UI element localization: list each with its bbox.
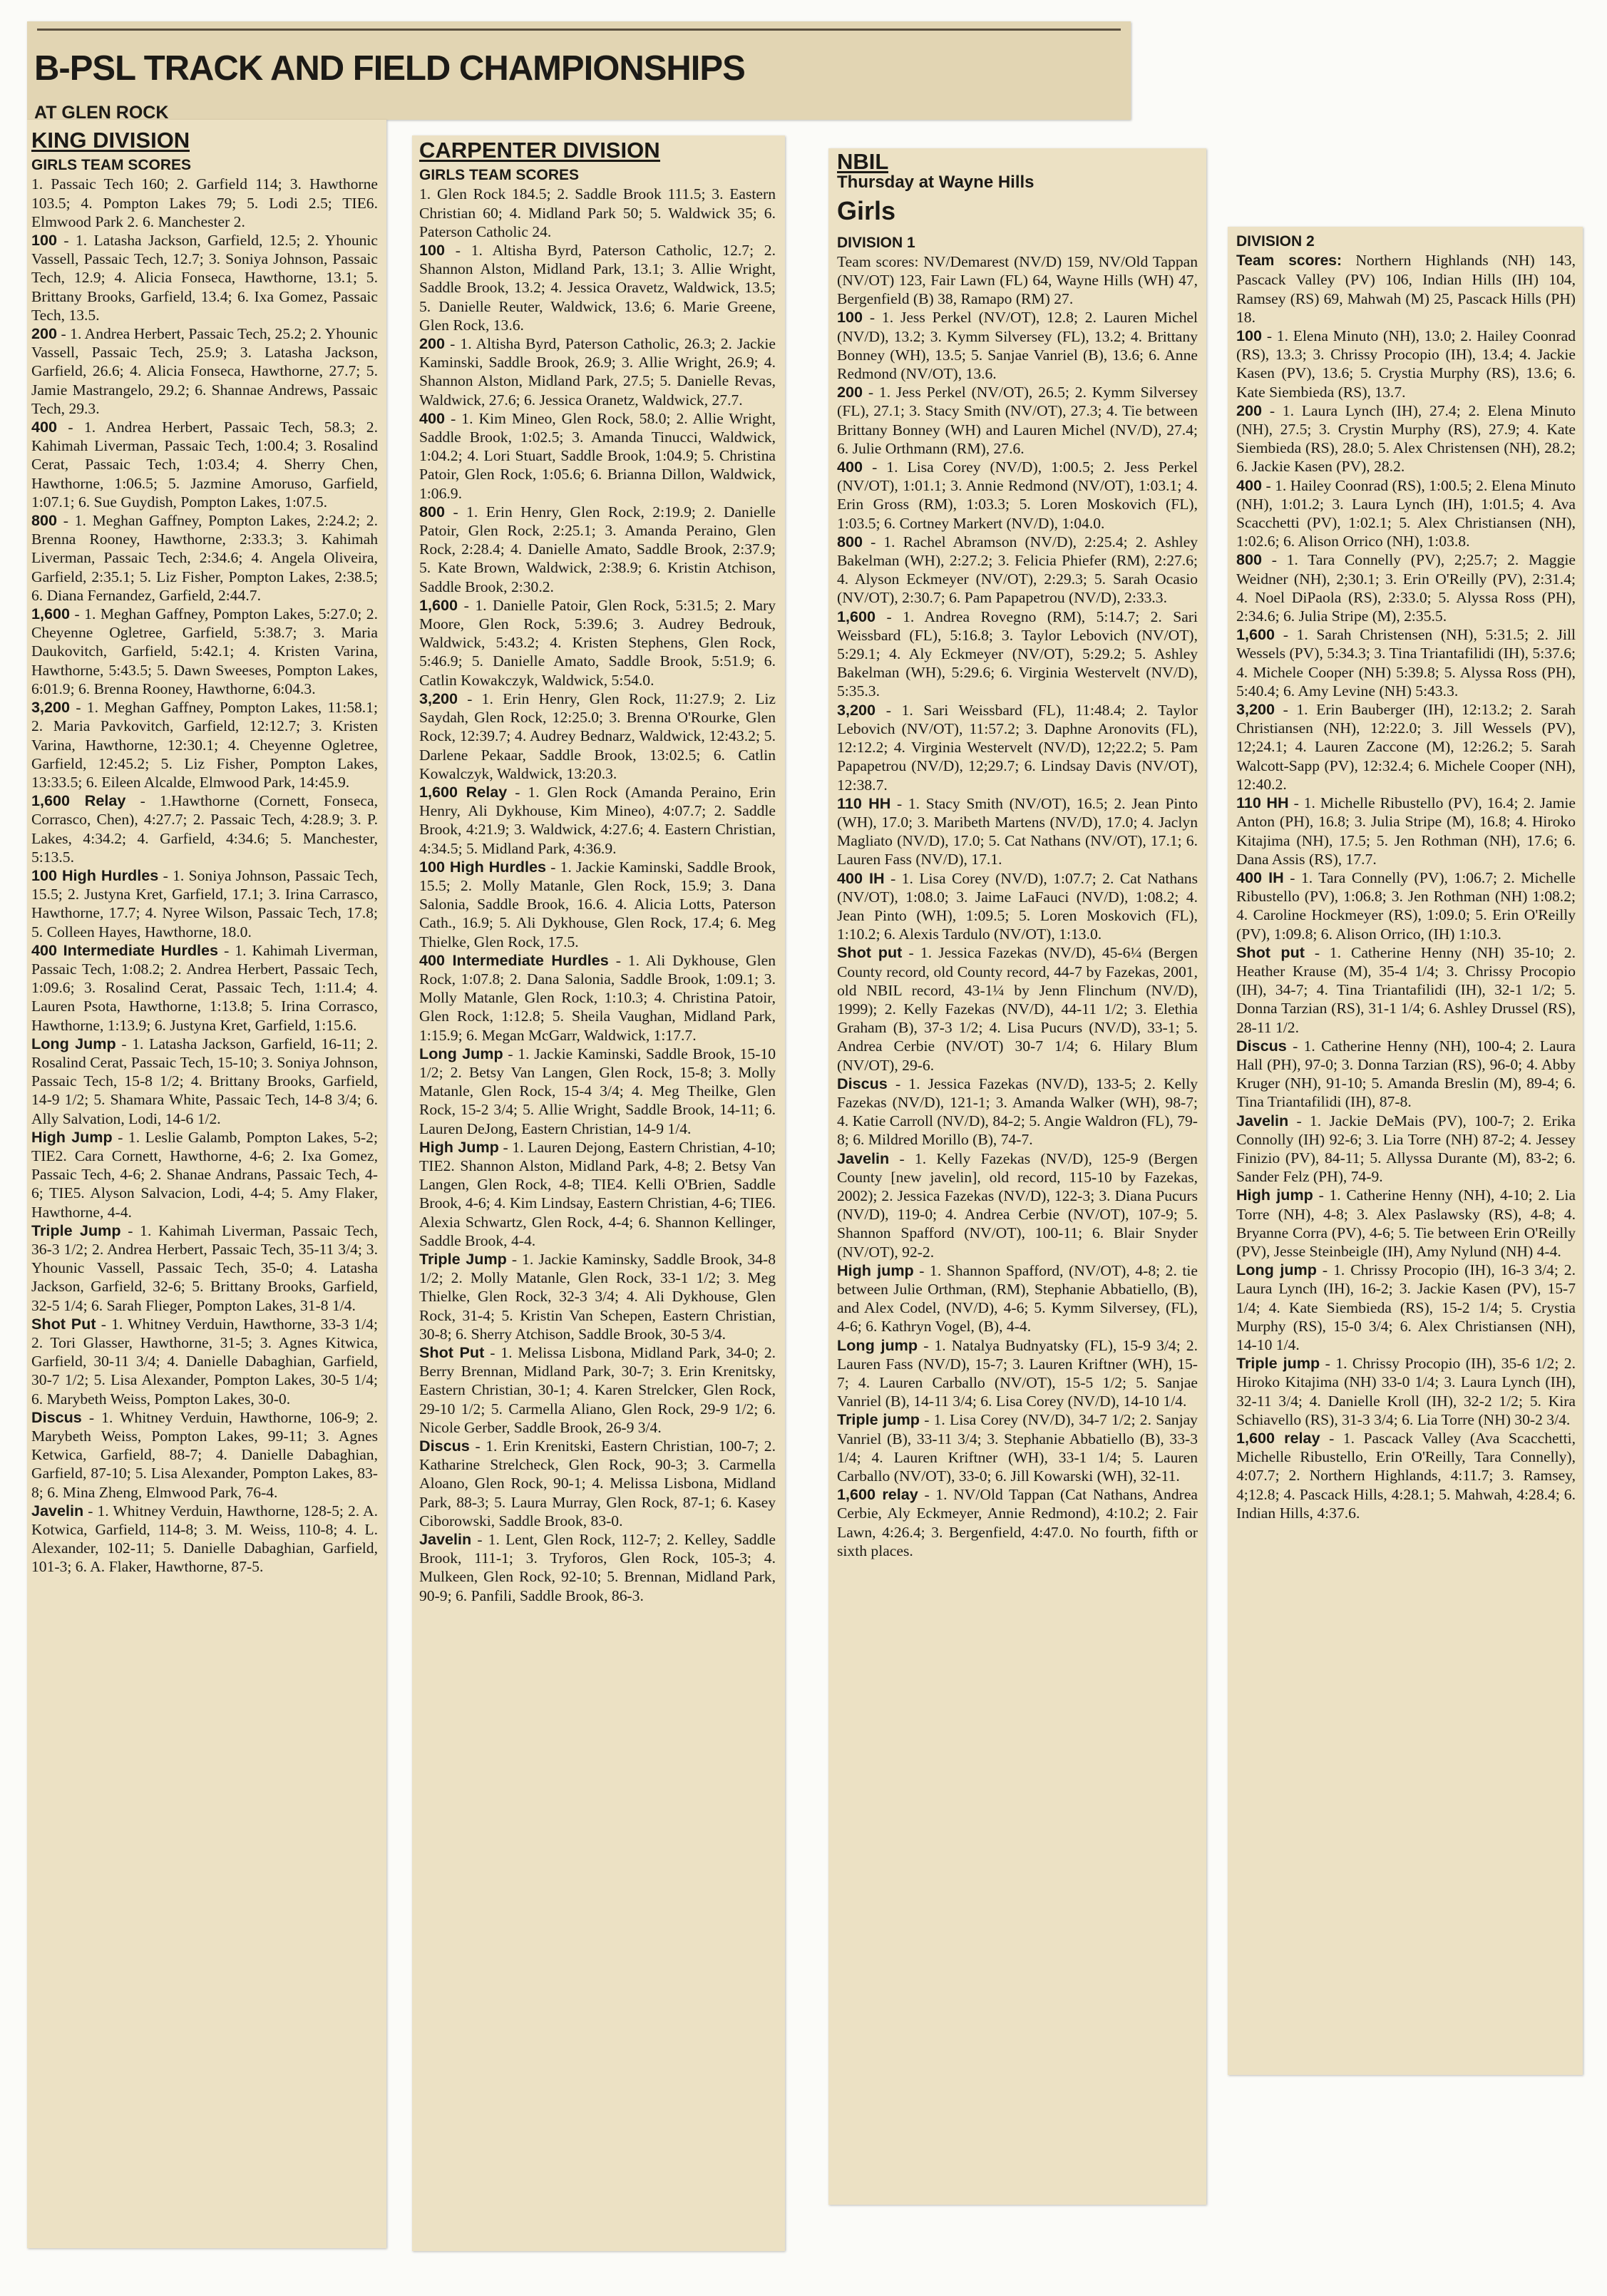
event-result: [837, 869, 1198, 944]
event-name: Triple Jump: [419, 1249, 507, 1268]
event-text: - 1. Michelle Ribustello (PV), 16.4; 2. Jamie Anton (PH), 16.8; 3. Julia Stripe (M), 16.8; 4. Hiroko Kitajima (NH), 17.5; 5. Jen Rothman (NH), 17.6; 6. Dana Assis (RS), 17.7.: [1236, 794, 1576, 868]
king-division-title: KING DIVISION: [31, 131, 190, 153]
event-text: - 1. Jackie Kaminsky, Saddle Brook, 34-8 1/2; 2. Molly Matanle, Glen Rock, 33-1 1/2; 3. Meg Thielke, Glen Rock, 32-3 3/4; 4. Ali Dykhouse, Glen Rock, 31-4; 5. Kristin Van Schepen, Eastern Christian, 30-8; 6. Sherry Atchison, Saddle Brook, 30-5 3/4.: [419, 1250, 776, 1343]
event-text: - 1. Chrissy Procopio (IH), 16-3 3/4; 2. Laura Lynch (IH), 16-2; 3. Jackie Kasen (PV), 15-7 1/4; 4. Kate Siembieda (RS), 15-2 1/4; 5. Crystia Murphy (RS), 15-0 3/4; 6. Alex Christiansen (NH), 14-10 1/4.: [1236, 1261, 1576, 1353]
event-name: 200: [31, 324, 58, 343]
event-name: High jump: [837, 1261, 914, 1279]
event-name: Triple jump: [837, 1410, 920, 1429]
nbil-div2-team-label: Team scores:: [1236, 252, 1342, 270]
headline: B-PSL TRACK AND FIELD CHAMPIONSHIPS: [34, 49, 745, 88]
event-result: [419, 409, 776, 503]
event-text: - 1. Natalya Budnyatsky (FL), 15-9 3/4; 2. Lauren Fass (NV/D), 15-7; 3. Lauren Kriftner (WH), 15-7; 4. Lauren Carballo (NV/OT), 15-5 1/2; 5. Sanjae Vanriel (B), 14-11 3/4; 6. Lisa Corey (NV/D), 14-10 1/4.: [837, 1336, 1198, 1410]
event-text: - 1. Danielle Patoir, Glen Rock, 5:31.5; 2. Mary Moore, Glen Rock, 5:39.6; 3. Audrey Bedrouk, Waldwick, 5:43.2; 4. Kristen Stephens, Glen Rock, 5:46.9; 5. Danielle Amato, Saddle Brook, 5:51.9; 6. Catlin Kowakczyk, Waldwick, 5:54.0.: [419, 596, 776, 689]
nbil-div2-clipping: [1228, 227, 1583, 2075]
event-text: - 1. Tara Connelly (PV), 1:06.7; 2. Michelle Ribustello (PV), 1:06.8; 3. Jen Rothman (NH) 1:08.2; 4. Caroline Hockmeyer (RS), 1:09.0; 5. Erin O'Reilly (PV), 1:09.8; 6. Alison Orrico, (IH) 1:10.3.: [1236, 868, 1576, 943]
event-name: High Jump: [419, 1137, 499, 1156]
event-result: [419, 596, 776, 690]
event-name: 110 HH: [1236, 794, 1289, 812]
carpenter-team-scores: 1. Glen Rock 184.5; 2. Saddle Brook 111.5; 3. Eastern Christian 60; 4. Midland Park 50; 5. Waldwick 35; 6. Paterson Catholic 24.: [419, 185, 776, 240]
event-result: [419, 951, 776, 1045]
event-result: [837, 701, 1198, 794]
event-name: Discus: [419, 1437, 470, 1455]
event-text: - 1. Catherine Henny (NH), 4-10; 2. Lia Torre (NH), 4-8; 3. Alex Paslawsky (RS), 4-8; 4. Bryanne Corra (PV), 4-6; 5. Tie between Erin O'Reilly (PV), Jesse Steinbeigle (IH), Amy Nylund (NH) 4-4.: [1236, 1187, 1576, 1260]
event-result: [419, 1138, 776, 1250]
event-name: 800: [419, 502, 446, 521]
event-result: [837, 1410, 1198, 1485]
event-name: Triple jump: [1236, 1354, 1320, 1373]
event-text: - 1. Whitney Verduin, Hawthorne, 128-5; 2. A. Kotwica, Garfield, 114-8; 3. M. Weiss, 110-8; 4. L. Alexander, 102-11; 5. Danielle Dabaghian, Garfield, 101-3; 6. A. Flaker, Hawthorne, 87-5.: [31, 1502, 378, 1576]
nbil-div1-label: DIVISION 1: [837, 234, 915, 251]
event-text: - 1. Jackie Kaminski, Saddle Brook, 15.5; 2. Molly Matanle, Glen Rock, 15.9; 3. Dana Salonia, Saddle Brook, 16.6. 4. Alicia Lotts, Paterson Cath., 16.9; 5. Ali Dykhouse, Glen Rock, 17.4; 6. Meg Thielke, Glen Rock, 17.5.: [419, 858, 776, 950]
event-result: [1236, 1112, 1576, 1187]
event-name: 400 IH: [1236, 868, 1284, 886]
event-name: 1,600: [837, 607, 876, 625]
nbil-title: NBIL: [837, 153, 889, 174]
event-result: [1236, 1354, 1576, 1429]
event-text: - 1. Sari Weissbard (FL), 11:48.4; 2. Taylor Lebovich (NV/OT), 11:57.2; 3. Daphne Aronovits (FL), 12:12.2; 4. Virginia Westervelt (NV/D), 12;22.2; 5. Pam Papapetrou (NV/D), 12;29.7; 6. Lindsay Davis (NV/OT), 12:38.7.: [837, 701, 1198, 794]
event-result: [31, 231, 378, 324]
event-result: [419, 690, 776, 783]
event-text: - 1. Jess Perkel (NV/OT), 12.8; 2. Lauren Michel (NV/D), 13.2; 3. Kymm Silversey (FL), 13.2; 4. Brittany Bonney (WH), 13.5; 5. Sanjae Vanriel (B), 13.6; 6. Anne Redmond (NV/OT), 13.6.: [837, 309, 1198, 383]
event-name: Discus: [837, 1074, 888, 1092]
event-result: [837, 794, 1198, 869]
event-result: [837, 533, 1198, 608]
event-result: [837, 1485, 1198, 1560]
event-text: - 1. Andrea Herbert, Passaic Tech, 58.3; 2. Kahimah Liverman, Passaic Tech, 1:00.4; 3. Rosalind Cerat, Passaic Tech, 1:03.4; 4. Sherry Chen, Hawthorne, 1:06.5; 5. Jazmine Amoruso, Garfield, 1:07.1; 6. Sue Guydish, Pompton Lakes, 1:07.5.: [31, 419, 378, 511]
event-name: High jump: [1236, 1186, 1313, 1204]
event-text: - 1. Latasha Jackson, Garfield, 12.5; 2. Yhounic Vassell, Passaic Tech, 12.7; 3. Soniya Johnson, Passaic Tech, 12.9; 4. Alicia Fonseca, Hawthorne, 13.1; 5. Brittany Brooks, Garfield, 13.4; 6. Ixa Gomez, Passaic Tech, 13.5.: [31, 232, 378, 324]
event-result: [837, 458, 1198, 533]
event-result: [1236, 1186, 1576, 1261]
event-text: - 1. Jessica Fazekas (NV/D), 45-6¼ (Bergen County record, old County record, 44-7 by Fazekas, 2001, old NBIL record, 43-1¼ by Jenn Flinchum (NV/D), 1999); 2. Kelly Fazekas (NV/D), 44-11 1/2; 3. Elethia Graham (B), 37-3 1/2; 4. Lisa Pucurs (NV/D), 33-1; 5. Andrea Cerbie (NV/OT) 30-7 1/4; 6. Hilary Blum (NV/OT), 29-6.: [837, 944, 1198, 1074]
event-text: - 1. Hailey Coonrad (RS), 1:00.5; 2. Elena Minuto (NH), 1:01.2; 3. Laura Lynch (IH), 1:01.5; 4. Ava Scacchetti (PV), 1:02.1; 5. Alex Christiansen (NH), 1:02.6; 6. Alison Orrico (NH), 1:03.8.: [1236, 476, 1576, 550]
event-text: - 1. Kahimah Liverman, Passaic Tech, 36-3 1/2; 2. Andrea Herbert, Passaic Tech, 35-11 3/4; 3. Yhounic Vassell, Passaic Tech, 35-0; 4. Latasha Jackson, Garfield, 32-6; 5. Brittany Brooks, Garfield, 32-5 1/4; 6. Sarah Flieger, Pompton Lakes, 31-8 1/4.: [31, 1221, 378, 1314]
event-name: 3,200: [837, 700, 876, 719]
event-result: [31, 1315, 378, 1408]
event-name: 1,600: [31, 605, 71, 623]
event-name: Shot Put: [31, 1314, 96, 1333]
event-result: [31, 1502, 378, 1577]
event-result: [837, 308, 1198, 383]
event-result: [31, 791, 378, 866]
event-result: [1236, 794, 1576, 868]
event-result: [1236, 1429, 1576, 1522]
king-team-scores: 1. Passaic Tech 160; 2. Garfield 114; 3. Hawthorne 103.5; 4. Pompton Lakes 79; 5. Lodi 2.5; TIE6. Elmwood Park 2. 6. Manchester 2.: [31, 175, 378, 230]
event-text: - 1. Meghan Gaffney, Pompton Lakes, 2:24.2; 2. Brenna Rooney, Hawthorne, 2:33.3; 3. Kahimah Liverman, Passaic Tech, 2:34.6; 4. Angela Oliveira, Garfield, 2:35.1; 5. Liz Fisher, Pompton Lakes, 2:38.5; 6. Diana Fernandez, Garfield, 2:44.7.: [31, 512, 378, 604]
event-name: 800: [1236, 550, 1263, 569]
carpenter-clipping: [412, 135, 785, 2251]
event-result: [31, 605, 378, 698]
event-text: - 1. Meghan Gaffney, Pompton Lakes, 11:58.1; 2. Maria Pavkovitch, Garfield, 12:12.7; 3. Kristen Varina, Hawthorne, 12:30.1; 4. Cheyenne Ogletree, Garfield, 12:45.2; 5. Liz Fisher, Pompton Lakes, 13:33.5; 6. Eileen Alcalde, Elmwood Park, 14:45.9.: [31, 699, 378, 791]
event-name: 100: [419, 241, 446, 260]
event-text: - 1. Erin Krenitski, Eastern Christian, 100-7; 2. Katharine Strelcheck, Glen Rock, 90-3; 3. Carmella Aloano, Glen Rock, 90-1; 4. Melissa Lisbona, Midland Park, 88-3; 5. Laura Murray, Glen Rock, 87-1; 6. Kasey Ciborowski, Saddle Brook, 83-0.: [419, 1437, 776, 1529]
top-rule: [37, 29, 1121, 31]
nbil-date: Thursday at Wayne Hills: [837, 173, 1034, 193]
event-text: - 1. Catherine Henny (NH) 35-10; 2. Heather Krause (M), 35-4 1/4; 3. Chrissy Procopio (IH), 34-7; 4. Tina Triantafilidi (IH), 32-1 1/2; 5. Donna Tarzian (RS), 31-1 1/4; 6. Ashley Drussel (RS), 28-11 1/2.: [1236, 943, 1576, 1036]
event-text: - 1. Altisha Byrd, Paterson Catholic, 26.3; 2. Jackie Kaminski, Saddle Brook, 26.9; 3. Allie Wright, 26.9; 4. Shannon Alston, Midland Park, 27.5; 5. Danielle Revas, Waldwick, 27.6; 6. Jessica Oranetz, Waldwick, 27.7.: [419, 335, 776, 409]
event-text: - 1. Ali Dykhouse, Glen Rock, 1:07.8; 2. Dana Salonia, Saddle Brook, 1:09.1; 3. Molly Matanle, Glen Rock, 1:10.3; 4. Christina Patoir, Glen Rock, 1:12.8; 5. Sheila Vaughan, Midland Park, 1:15.9; 6. Megan McGarr, Waldwick, 1:17.7.: [419, 951, 776, 1044]
event-name: 3,200: [419, 689, 458, 707]
event-result: [419, 503, 776, 596]
event-result: [1236, 943, 1576, 1037]
event-text: - 1. Erin Henry, Glen Rock, 11:27.9; 2. Liz Saydah, Glen Rock, 12:25.0; 3. Brenna O'Rourke, Glen Rock, 12:39.7; 4. Audrey Bednarz, Waldwick, 12:43.2; 5. Darlene Pekaar, Saddle Brook, 13:02.5; 6. Catlin Kowalczyk, Waldwick, 13:20.3.: [419, 690, 776, 782]
event-name: Long jump: [1236, 1261, 1317, 1279]
event-name: 400: [837, 458, 863, 476]
event-result: [31, 1221, 378, 1315]
event-result: [31, 941, 378, 1035]
event-name: Shot put: [1236, 943, 1305, 961]
event-name: 1,600: [1236, 625, 1275, 644]
event-result: [31, 698, 378, 791]
event-text: - 1. Elena Minuto (NH), 13.0; 2. Hailey Coonrad (RS), 13.3; 3. Chrissy Procopio (IH), 13.4; 4. Jackie Kasen (PV), 13.6; 5. Crystia Murphy (RS), 13.6; 6. Kate Siembieda (RS), 13.7.: [1236, 327, 1576, 401]
event-name: 3,200: [1236, 700, 1275, 719]
event-text: - 1. Andrea Herbert, Passaic Tech, 25.2; 2. Yhounic Vassell, Passaic Tech, 25.9; 3. Latasha Jackson, Garfield, 26.6; 4. Alicia Fonseca, Hawthorne, 27.7; 5. Jamie Mastrangelo, 29.2; 6. Shannae Andrews, Passaic Tech, 29.3.: [31, 325, 378, 417]
event-name: 1,600 Relay: [31, 791, 126, 810]
event-text: - 1. Soniya Johnson, Passaic Tech, 15.5; 2. Justyna Kret, Garfield, 17.1; 3. Irina Carrasco, Hawthorne, 17.7; 4. Nyree Wilson, Passaic Tech, 17.8; 5. Colleen Hayes, Hawthorne, 18.0.: [31, 866, 378, 941]
event-name: High Jump: [31, 1127, 113, 1146]
event-name: 1,600 relay: [837, 1485, 918, 1504]
event-name: 400: [31, 418, 58, 436]
nbil-div1-clipping: [828, 148, 1206, 2205]
event-text: - 1. Lent, Glen Rock, 112-7; 2. Kelley, Saddle Brook, 111-1; 3. Tryforos, Glen Rock, 105-3; 4. Mulkeen, Glen Rock, 92-10; 5. Brennan, Midland Park, 90-9; 6. Panfili, Saddle Brook, 86-3.: [419, 1531, 776, 1604]
event-result: [419, 858, 776, 951]
event-result: [1236, 1261, 1576, 1354]
event-name: 200: [837, 383, 863, 401]
event-text: - 1. Erin Henry, Glen Rock, 2:19.9; 2. Danielle Patoir, Glen Rock, 2:25.1; 3. Amanda Peraino, Glen Rock, 2:28.4; 4. Danielle Amato, Saddle Brook, 2:37.9; 5. Kate Brown, Waldwick, 2:38.9; 6. Kristin Atchison, Saddle Brook, 2:30.2.: [419, 503, 776, 595]
event-result: [31, 1408, 378, 1502]
event-text: - 1. Laura Lynch (IH), 27.4; 2. Elena Minuto (NH), 27.5; 3. Crystin Murphy (RS), 27.9; 4. Kate Siembieda (RS), 28.0; 5. Alex Christensen (NH), 28.2; 6. Jackie Kasen (PV), 28.2.: [1236, 401, 1576, 476]
event-text: - 1. Catherine Henny (NH), 100-4; 2. Laura Hall (PH), 97-0; 3. Donna Tarzian (RS), 96-0; 4. Abby Kruger (NH), 91-10; 5. Amanda Breslin (M), 89-4; 6. Tina Triantafilidi (IH), 87-8.: [1236, 1037, 1576, 1111]
event-text: - 1. Latasha Jackson, Garfield, 16-11; 2. Rosalind Cerat, Passaic Tech, 15-10; 3. Soniya Johnson, Passaic Tech, 15-8 1/2; 4. Brittany Brooks, Garfield, 14-9 1/2; 5. Shamara White, Passaic Tech, 14-8 3/4; 6. Ally Salvation, Lodi, 14-6 1/2.: [31, 1035, 378, 1127]
event-text: - 1. Altisha Byrd, Paterson Catholic, 12.7; 2. Shannon Alston, Midland Park, 13.1; 3. Allie Wright, Saddle Brook, 13.2; 4. Jessica Oravetz, Waldwick, 13.5; 5. Danielle Reuter, Waldwick, 13.6; 6. Marie Greene, Glen Rock, 13.6.: [419, 242, 776, 334]
event-result: [1236, 327, 1576, 401]
event-result: [837, 943, 1198, 1074]
event-result: [31, 1035, 378, 1128]
event-name: 200: [419, 334, 446, 353]
event-text: - 1. NV/Old Tappan (Cat Nathans, Andrea Cerbie, Aly Eckmeyer, Annie Redmond), 4:10.2; 2. Fair Lawn, 4:26.4; 3. Bergenfield, 4:47.0. No fourth, fifth or sixth places.: [837, 1486, 1198, 1559]
carpenter-team-label: GIRLS TEAM SCORES: [419, 167, 580, 184]
nbil-div2-label: DIVISION 2: [1236, 233, 1315, 250]
nbil-div1-team-scores: Team scores: NV/Demarest (NV/D) 159, NV/Old Tappan (NV/OT) 123, Fair Lawn (FL) 64, Wayne Hills (WH) 47, Bergenfield (B) 38, Ramapo (RM) 27.: [837, 252, 1198, 308]
event-result: [837, 1075, 1198, 1149]
event-result: [1236, 550, 1576, 625]
event-result: [1236, 700, 1576, 794]
event-text: - 1. Lisa Corey (NV/D), 1:00.5; 2. Jess Perkel (NV/OT), 1:01.1; 3. Annie Redmond (NV/OT), 1:03.1; 4. Erin Gross (RM), 1:03.3; 5. Loren Moskovich (FL), 1:03.5; 6. Cortney Markert (NV/D), 1:04.0.: [837, 458, 1198, 532]
event-text: - 1. Jess Perkel (NV/OT), 26.5; 2. Kymm Silversey (FL), 27.1; 3. Stacy Smith (NV/OT), 27.3; 4. Tie between Brittany Bonney (WH) and Lauren Michel (NV/D), 27.4; 6. Julie Orthmann (RM), 27.6.: [837, 384, 1198, 457]
event-result: [1236, 1037, 1576, 1112]
event-text: - 1. Kahimah Liverman, Passaic Tech, 1:08.2; 2. Andrea Herbert, Passaic Tech, 1:09.6; 3. Rosalind Cerat, Passaic Tech, 1:11.4; 4. Lauren Psota, Hawthorne, 1:13.8; 5. Irina Corrasco, Hawthorne, 1:13.9; 6. Justyna Kret, Garfield, 1:15.6.: [31, 941, 378, 1034]
event-text: - 1. Pascack Valley (Ava Scacchetti, Michelle Ribustello, Erin O'Reilly, Tara Connelly), 4:07.7; 2. Northern Highlands, 4:11.7; 3. Ramsey, 4;12.8; 4. Pascack Hills, 4:28.1; 5. Mahwah, 4:28.4; 6. Indian Hills, 4:37.6.: [1236, 1430, 1576, 1522]
event-name: 400: [1236, 476, 1263, 494]
event-result: [837, 1149, 1198, 1261]
event-text: - 1. Jessica Fazekas (NV/D), 133-5; 2. Kelly Fazekas (NV/D), 121-1; 3. Amanda Walker (WH), 98-7; 4. Katie Carroll (NV/D), 84-2; 5. Angie Waldron (FL), 79-8; 6. Mildred Morillo (B), 74-7.: [837, 1075, 1198, 1149]
event-name: Triple Jump: [31, 1221, 121, 1239]
event-name: 1,600 Relay: [419, 782, 508, 801]
event-name: 400 Intermediate Hurdles: [419, 950, 609, 969]
event-text: - 1. Melissa Lisbona, Midland Park, 34-0; 2. Berry Brennan, Midland Park, 30-7; 3. Erin Krenitsky, Eastern Christian, 30-1; 4. Karen Strelcker, Glen Rock, 29-10 1/2; 5. Carmella Aliano, Glen Rock, 29-9 1/2; 6. Nicole Gerber, Saddle Brook, 26-9 3/4.: [419, 1344, 776, 1436]
event-text: - 1. Glen Rock (Amanda Peraino, Erin Henry, Ali Dykhouse, Kim Mineo), 4:07.7; 2. Saddle Brook, 4:21.9; 3. Waldwick, 4:27.6; 4. Eastern Christian, 4:34.5; 5. Midland Park, 4:36.9.: [419, 783, 776, 857]
event-result: [837, 1261, 1198, 1336]
event-result: [1236, 476, 1576, 551]
event-text: - 1. Shannon Spafford, (NV/OT), 4-8; 2. tie between Julie Orthman, (RM), Stephanie Abbatiello, (B), and Alex Codel, (NV/D), 4-6; 5. Kymm Silversey, (FL), 4-6; 6. Kathryn Vogel, (B), 4-4.: [837, 1261, 1198, 1336]
event-name: 800: [31, 511, 58, 530]
nbil-gender: Girls: [837, 196, 896, 226]
nbil-div2-team-scores: Northern Highlands (NH) 143, Pascack Valley (PV) 106, Indian Hills (IH) 104, Ramsey (RS) 69, Mahwah (M) 25, Pascack Hills (PH) 18.: [1236, 252, 1576, 326]
event-text: - 1. Erin Bauberger (IH), 12:13.2; 2. Sarah Christiansen (NH), 12:22.0; 3. Jill Wessels (PV), 12;24.1; 4. Lauren Zaccone (M), 12:26.2; 5. Sarah Walcott-Sapp (PV), 12:32.4; 6. Michele Cooper (NH), 12:40.2.: [1236, 701, 1576, 793]
event-result: [31, 511, 378, 605]
king-team-label: GIRLS TEAM SCORES: [31, 157, 192, 174]
event-result: [31, 1128, 378, 1221]
event-text: - 1. Lisa Corey (NV/D), 1:07.7; 2. Cat Nathans (NV/OT), 1:08.0; 3. Jaime LaFauci (NV/D), 1:08.2; 4. Jean Pinto (WH), 1:09.5; 5. Loren Moskovich (FL), 1:10.2; 6. Alexis Tardulo (NV/OT), 1:13.0.: [837, 869, 1198, 943]
event-text: - 1. Whitney Verduin, Hawthorne, 33-3 1/4; 2. Tori Glasser, Hawthorne, 31-5; 3. Agnes Kitwica, Garfield, 30-11 3/4; 4. Danielle Dabaghian, Garfield, 30-7 1/2; 5. Lisa Alexander, Pompton Lakes, 30-5 1/4; 6. Marybeth Weiss, Pompton Lakes, 30-0.: [31, 1315, 378, 1408]
event-result: [1236, 868, 1576, 943]
event-name: 400 IH: [837, 868, 885, 887]
event-result: [837, 608, 1198, 701]
event-name: Long Jump: [419, 1044, 503, 1062]
event-name: 1,600: [419, 595, 458, 614]
event-result: [419, 783, 776, 858]
event-result: [1236, 625, 1576, 700]
event-name: Shot Put: [419, 1343, 485, 1361]
event-name: 3,200: [31, 698, 71, 717]
event-text: - 1. Lisa Corey (NV/D), 34-7 1/2; 2. Sanjay Vanriel (B), 33-11 3/4; 3. Stephanie Abbatiello (B), 33-3 1/4; 4. Lauren Kriftner (WH), 33-1 1/4; 5. Lauren Carballo (NV/OT), 33-0; 6. Jill Kowarski (WH), 32-11.: [837, 1411, 1198, 1485]
event-text: - 1. Stacy Smith (NV/OT), 16.5; 2. Jean Pinto (WH), 17.0; 3. Maribeth Martens (NV/D), 17.0; 4. Jaclyn Magliato (NV/D), 17.0; 5. Cat Nathans (NV/OT), 17.1; 6. Lauren Fass (NV/D), 17.1.: [837, 794, 1198, 868]
event-text: - 1. Kelly Fazekas (NV/D), 125-9 (Bergen County [new javelin], old record, 115-10 by Fazekas, 2002); 2. Jessica Fazekas (NV/D), 122-3; 3. Diana Pucurs (NV/D), 119-0; 4. Andrea Cerbie (NV/OT), 107-9; 5. Shannon Spafford (NV/OT), 100-11; 6. Blair Snyder (NV/OT), 92-2.: [837, 1149, 1198, 1261]
event-name: 800: [837, 532, 863, 550]
event-text: - 1. Kim Mineo, Glen Rock, 58.0; 2. Allie Wright, Saddle Brook, 1:02.5; 3. Amanda Tinucci, Waldwick, 1:04.2; 4. Lori Stuart, Saddle Brook, 1:04.9; 5. Christina Patoir, Glen Rock, 1:05.6; 6. Brianna Dillon, Waldwick, 1:06.9.: [419, 409, 776, 502]
event-name: 110 HH: [837, 794, 891, 812]
event-name: 100: [1236, 327, 1263, 345]
headline-clipping: [27, 21, 1131, 120]
event-name: 100 High Hurdles: [31, 866, 159, 884]
event-name: Long jump: [837, 1336, 918, 1354]
event-name: Javelin: [1236, 1111, 1289, 1129]
event-text: - 1. Andrea Rovegno (RM), 5:14.7; 2. Sari Weissbard (FL), 5:16.8; 3. Taylor Lebovich (NV/OT), 5:29.1; 4. Aly Eckmeyer (NV/OT), 5:29.2; 5. Ashley Bakelman (WH), 5:29.6; 6. Virginia Westervelt (NV/D), 5:35.3.: [837, 608, 1198, 700]
event-result: [419, 241, 776, 334]
event-name: Discus: [1236, 1036, 1287, 1055]
event-name: Javelin: [837, 1149, 890, 1167]
event-name: 1,600 relay: [1236, 1429, 1320, 1447]
event-text: - 1. Rachel Abramson (NV/D), 2:25.4; 2. Ashley Bakelman (WH), 2:27.2; 3. Felicia Phiefer (RM), 2:27.6; 4. Alyson Eckmeyer (NV/OT), 2:29.3; 5. Sarah Ocasio (NV/OT), 2:30.7; 6. Pam Papapetrou (NV/D), 2:33.3.: [837, 533, 1198, 607]
event-text: - 1. Sarah Christensen (NH), 5:31.5; 2. Jill Wessels (PV), 5:34.3; 3. Tina Triantafilidi (IH), 5:37.6; 4. Michele Cooper (NH) 5:39.8; 5. Alyssa Ross (PH), 5:40.4; 6. Amy Levine (NH) 5:43.3.: [1236, 626, 1576, 699]
event-result: [419, 1343, 776, 1437]
event-name: Discus: [31, 1408, 82, 1426]
event-result: [419, 1045, 776, 1138]
event-name: Javelin: [31, 1501, 84, 1519]
event-name: 400: [419, 409, 446, 427]
event-result: [419, 1530, 776, 1605]
event-text: - 1. Chrissy Procopio (IH), 35-6 1/2; 2. Hiroko Kitajima (NH) 33-0 1/4; 3. Laura Lynch (IH), 32-11 3/4; 4. Danielle Kroll (IH), 32-2 1/2; 5. Kira Schiavello (RS), 31-3 3/4; 6. Lia Torre (NH) 30-2 3/4.: [1236, 1355, 1576, 1428]
event-result: [419, 1250, 776, 1343]
event-name: 100: [31, 231, 58, 250]
event-text: - 1. Jackie Kaminski, Saddle Brook, 15-10 1/2; 2. Betsy Van Langen, Glen Rock, 15-8; 3. Molly Matanle, Glen Rock, 15-4 3/4; 4. Meg Theilke, Glen Rock, 15-2 3/4; 5. Allie Wright, Saddle Brook, 14-11; 6. Lauren DeJong, Eastern Christian, 14-9 1/4.: [419, 1045, 776, 1137]
event-result: [837, 1336, 1198, 1411]
event-name: 400 Intermediate Hurdles: [31, 941, 219, 959]
event-name: Shot put: [837, 943, 903, 962]
king-clipping: [27, 120, 386, 2248]
event-text: - 1. Leslie Galamb, Pompton Lakes, 5-2; TIE2. Cara Cornett, Hawthorne, 4-6; 2. Ixa Gomez, Passaic Tech, 4-6; 2. Shanae Andrans, Passaic Tech, 4-6; TIE5. Alyson Salvacion, Lodi, 4-4; 5. Amy Flaker, Hawthorne, 4-4.: [31, 1128, 378, 1221]
event-result: [837, 383, 1198, 458]
event-result: [31, 324, 378, 418]
event-result: [31, 418, 378, 511]
event-name: Long Jump: [31, 1034, 116, 1052]
event-result: [419, 1437, 776, 1530]
event-text: - 1.Hawthorne (Cornett, Fonseca, Corrasco, Chen), 4:27.7; 2. Passaic Tech, 4:28.9; 3. P. Lakes, 4:34.2; 4. Garfield, 4:34.6; 5. Manchester, 5:13.5.: [31, 792, 378, 866]
event-text: - 1. Tara Connelly (PV), 2;25.7; 2. Maggie Weidner (NH), 2;30.1; 3. Erin O'Reilly (PV), 2:31.4; 4. Noel DiPaola (RS), 2:33.0; 5. Alyssa Ross (PH), 2:34.6; 6. Julia Stripe (M), 2:35.5.: [1236, 551, 1576, 625]
event-text: - 1. Lauren Dejong, Eastern Christian, 4-10; TIE2. Shannon Alston, Midland Park, 4-8; 2. Betsy Van Langen, Glen Rock, 4-8; TIE4. Kelli O'Brien, Saddle Brook, 4-6; 4. Kim Lindsay, Eastern Christian, 4-6; TIE6. Alexia Schwartz, Glen Rock, 4-4; 6. Shannon Kellinger, Saddle Brook, 4-4.: [419, 1138, 776, 1249]
location: AT GLEN ROCK: [34, 103, 169, 120]
event-name: 100 High Hurdles: [419, 857, 546, 876]
event-text: - 1. Meghan Gaffney, Pompton Lakes, 5:27.0; 2. Cheyenne Ogletree, Garfield, 5:38.7; 3. Maria Daukovitch, Garfield, 5:42.1; 4. Kristen Varina, Hawthorne, 5:43.5; 5. Dawn Sweeses, Pompton Lakes, 6:01.9; 6. Brenna Rooney, Hawthorne, 6:04.3.: [31, 605, 378, 697]
event-text: - 1. Whitney Verduin, Hawthorne, 106-9; 2. Marybeth Weiss, Pompton Lakes, 99-11; 3. Agnes Ketwica, Garfield, 88-7; 4. Danielle Dabaghian, Garfield, 87-10; 5. Lisa Alexander, Pompton Lakes, 83-8; 6. Mina Zheng, Elmwood Park, 76-4.: [31, 1408, 378, 1501]
event-text: - 1. Jackie DeMais (PV), 100-7; 2. Erika Connolly (IH) 92-6; 3. Lia Torre (NH) 87-2; 4. Jessey Finizio (PV), 84-11; 5. Allyssa Durante (M), 83-2; 6. Sander Felz (PH), 74-9.: [1236, 1112, 1576, 1186]
carpenter-division-title: CARPENTER DIVISION: [419, 141, 660, 163]
event-name: 200: [1236, 401, 1263, 419]
event-result: [1236, 401, 1576, 476]
event-name: Javelin: [419, 1530, 472, 1549]
event-result: [31, 866, 378, 941]
event-result: [419, 334, 776, 409]
event-name: 100: [837, 308, 863, 327]
